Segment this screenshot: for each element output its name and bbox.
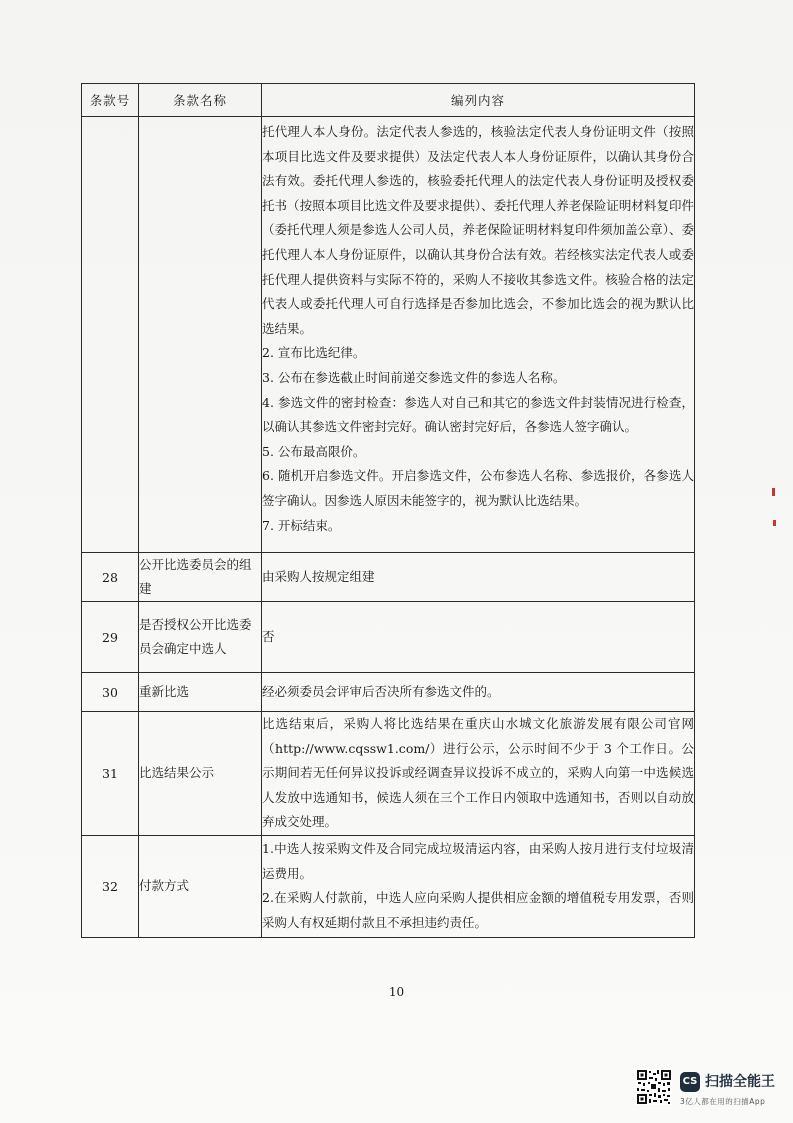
content-paragraph: 经必须委员会评审后否决所有参选文件的。 <box>262 683 500 699</box>
table-row <box>82 602 695 673</box>
content-paragraph: 否 <box>262 628 275 644</box>
table-row-continued <box>82 117 695 553</box>
content-paragraph: 4. 参选文件的密封检查：参选人对自己和其它的参选文件封装情况进行检查，以确认其参选文件密封完好。确认密封完好后，各参选人签字确认。 <box>262 394 694 435</box>
header-clause-name: 条款名称 <box>139 84 262 117</box>
clause-name: 付款方式 <box>139 835 262 937</box>
content-paragraph: 7. 开标结束。 <box>262 517 341 533</box>
content-paragraph: 由采购人按规定组建 <box>262 568 375 584</box>
clause-content <box>262 602 695 673</box>
clause-name: 比选结果公示 <box>139 712 262 836</box>
clause-name: 重新比选 <box>139 673 262 712</box>
scanner-watermark <box>636 1069 781 1109</box>
clause-content <box>262 553 695 602</box>
content-paragraph: 2.在采购人付款前，中选人应向采购人提供相应金额的增值税专用发票，否则采购人有权延期付款且不承担违约责任。 <box>262 890 694 931</box>
content-paragraph: 5. 公布最高限价。 <box>262 443 366 459</box>
clause-content <box>262 835 695 937</box>
content-paragraph: 2. 宣布比选纪律。 <box>262 345 366 361</box>
camscanner-logo-icon: CS <box>680 1072 700 1092</box>
scanner-app-subtitle: 3亿人都在用的扫描App <box>680 1097 766 1106</box>
table-header-row <box>82 84 695 117</box>
scanner-app-title: 扫描全能王 <box>705 1074 775 1090</box>
header-clause-no: 条款号 <box>82 84 139 117</box>
content-paragraph: 1.中选人按采购文件及合同完成垃圾清运内容，由采购人按月进行支付垃圾清运费用。 <box>262 841 694 881</box>
clause-number: 32 <box>82 835 139 937</box>
content-paragraph: 比选结束后，采购人将比选结果在重庆山水城文化旅游发展有限公司官网（http://www.cqssw1.com/）进行公示，公示时间不少于 3 个工作日。公示期间若无任何异议投诉或经调查异议投诉不成立的，采购人向第一中选候选人发放中选通知书，候选人须在三个工作日内领取中选通知书，否则以自动放弃成交处理。 <box>262 716 694 830</box>
header-content: 编列内容 <box>262 84 695 117</box>
clause-name: 是否授权公开比选委员会确定中选人 <box>139 602 262 673</box>
content-paragraph: 6. 随机开启参选文件。开启参选文件，公布参选人名称、参选报价，各参选人签字确认。因参选人原因未能签字的，视为默认比选结果。 <box>262 468 694 508</box>
edge-mark <box>773 520 776 526</box>
clause-number: 30 <box>82 673 139 712</box>
row-continued-no <box>82 117 139 553</box>
clause-name: 公开比选委员会的组建 <box>139 553 262 602</box>
edge-mark <box>772 488 775 496</box>
clause-number: 28 <box>82 553 139 602</box>
page-number: 10 <box>388 985 405 999</box>
table-row <box>82 553 695 602</box>
clause-content <box>262 673 695 712</box>
clause-table <box>81 83 695 938</box>
clause-content <box>262 712 695 836</box>
table-row <box>82 673 695 712</box>
clause-number: 29 <box>82 602 139 673</box>
qr-code-icon <box>636 1069 672 1105</box>
row-continued-content <box>262 117 695 553</box>
table-row <box>82 712 695 836</box>
content-paragraph: 3. 公布在参选截止时间前递交参选文件的参选人名称。 <box>262 369 566 385</box>
clause-number: 31 <box>82 712 139 836</box>
table-row <box>82 835 695 937</box>
row-continued-name <box>139 117 262 553</box>
content-paragraph: 托代理人本人身份。法定代表人参选的，核验法定代表人身份证明文件（按照本项目比选文件及要求提供）及法定代表人本人身份证原件，以确认其身份合法有效。委托代理人参选的，核验委托代理人的法定代表人身份证明及授权委托书（按照本项目比选文件及要求提供）、委托代理人养老保险证明材料复印件（委托代理人须是参选人公司人员，养老保险证明材料复印件须加盖公章）、委托代理人本人身份证原件，以确认其身份合法有效。若经核实法定代表人或委托代理人提供资料与实际不符的，采购人不接收其参选文件。核验合格的法定代表人或委托代理人可自行选择是否参加比选会，不参加比选会的视为默认比选结果。 <box>262 124 694 336</box>
